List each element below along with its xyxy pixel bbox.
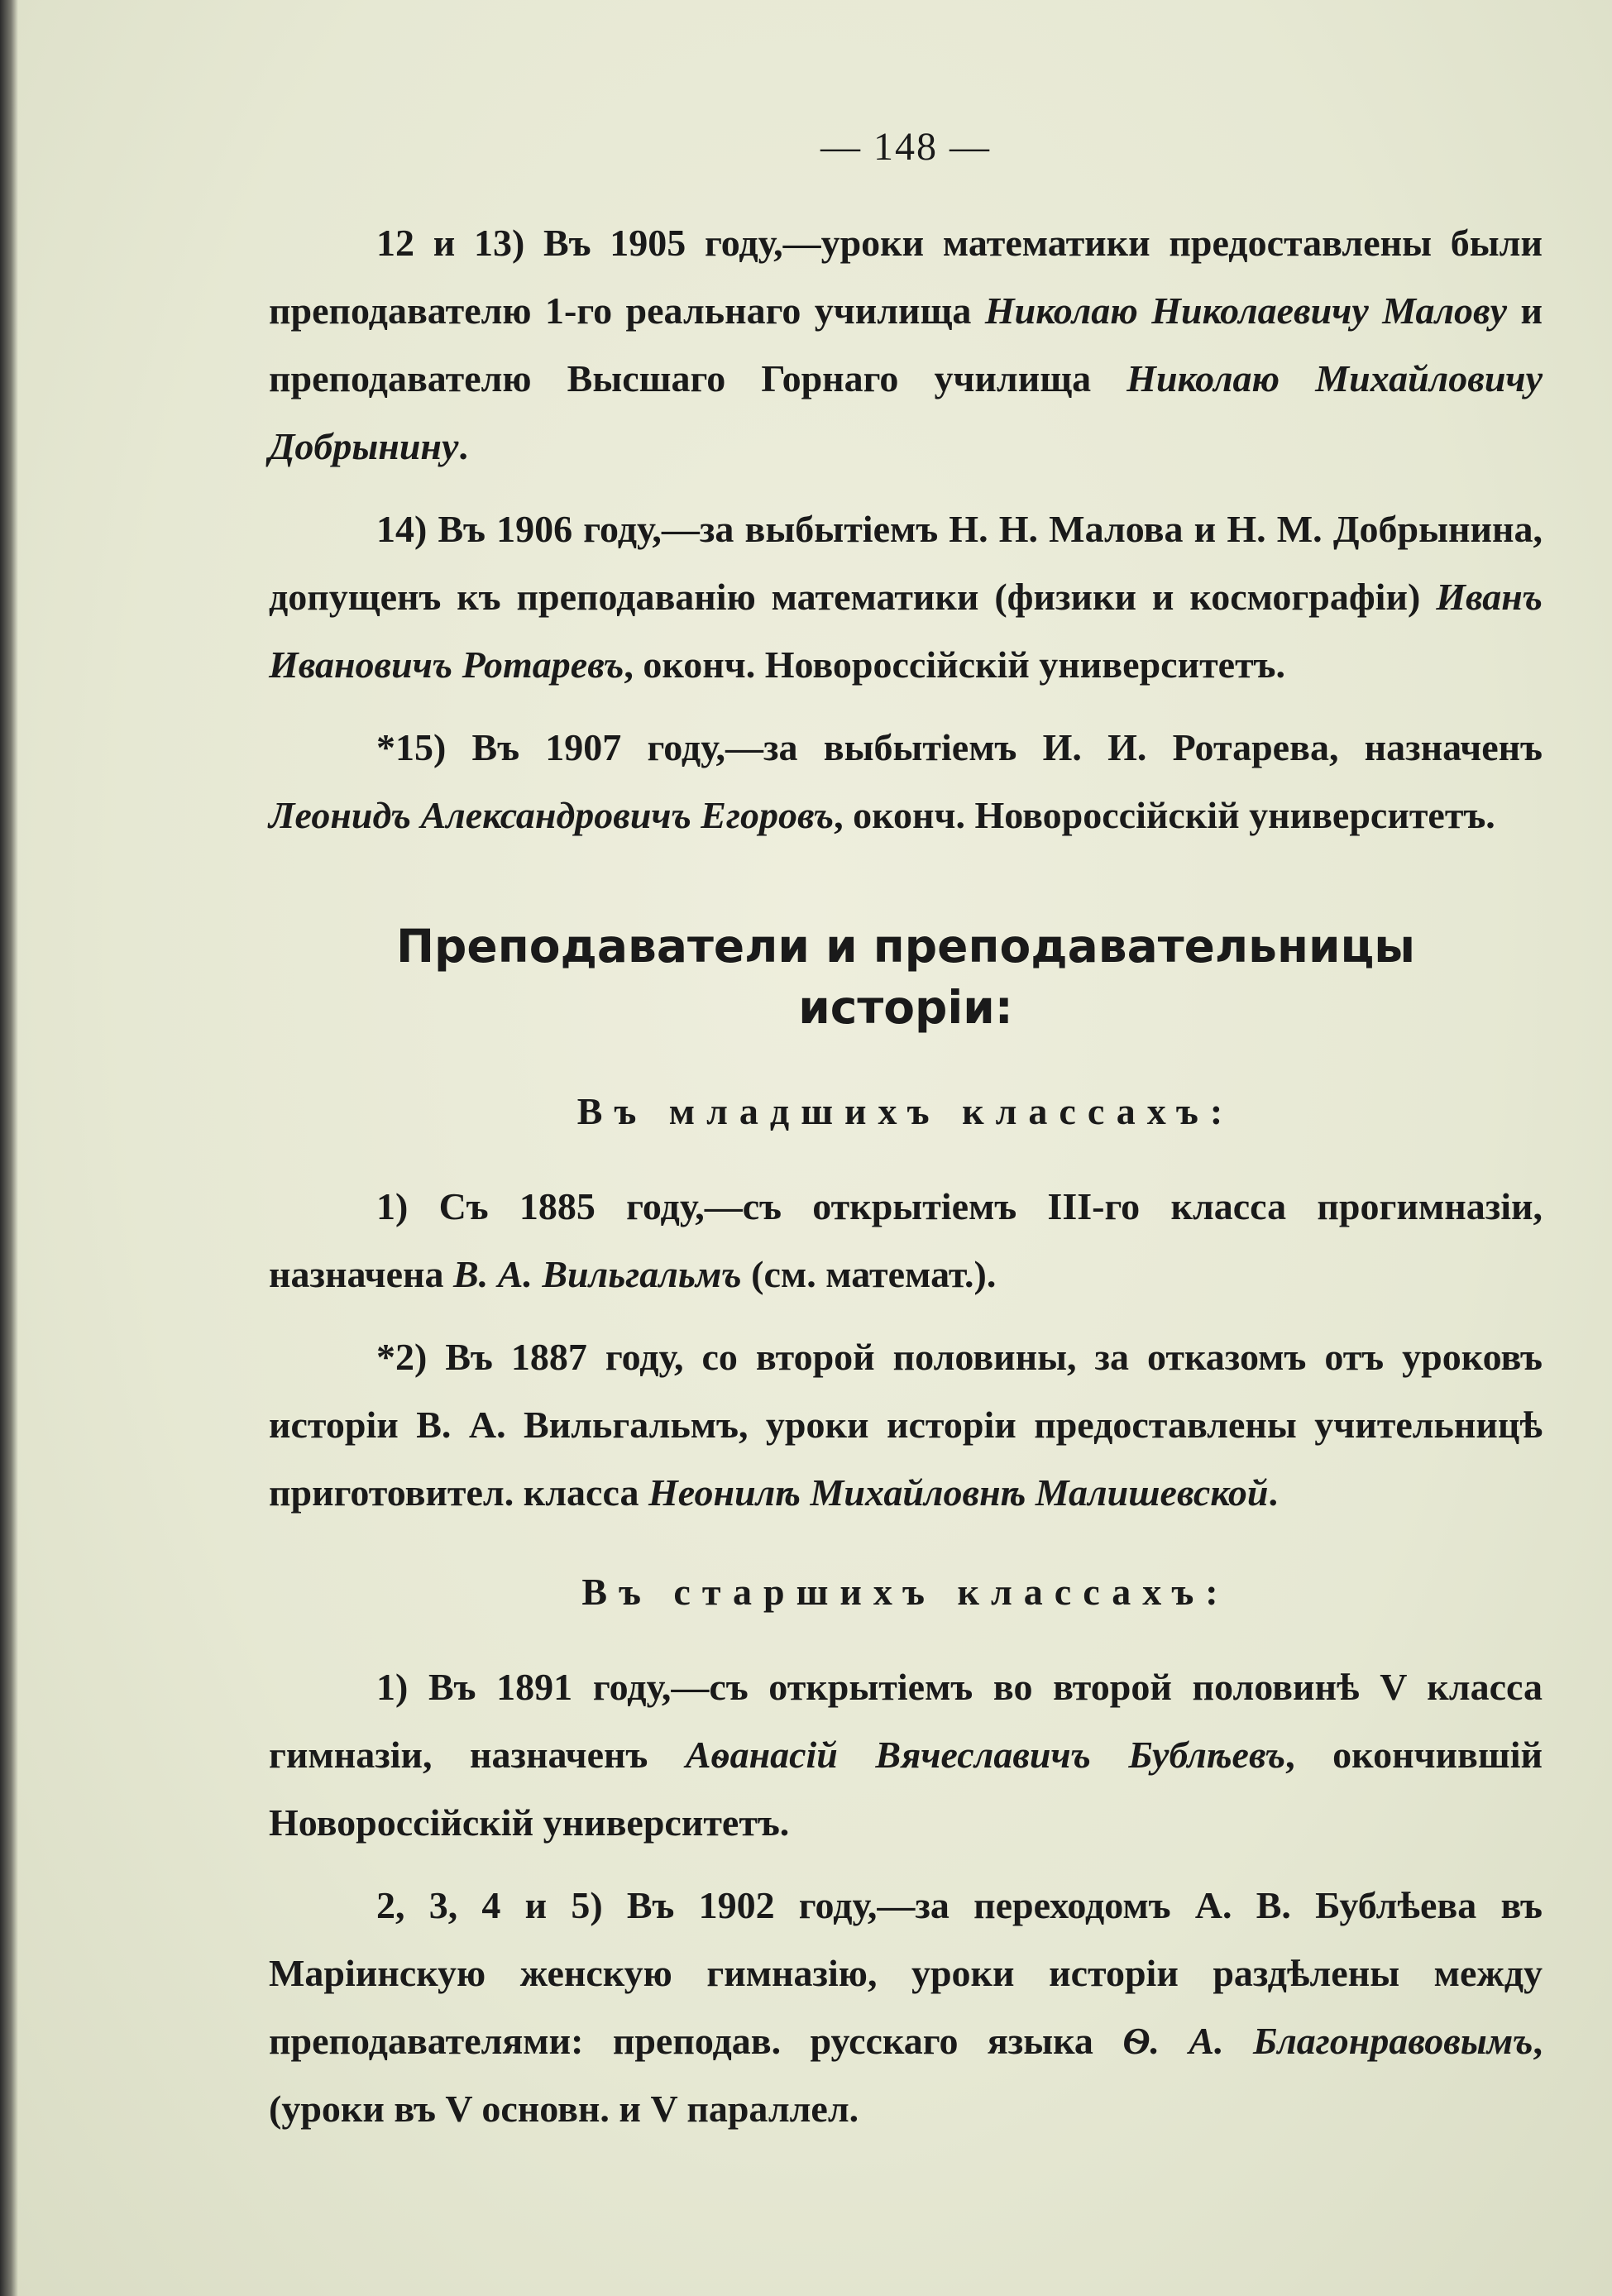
- person-name: Николаю Николаевичу Малову: [984, 289, 1508, 332]
- person-name: Аѳанасій Вячеславичъ Бублѣевъ: [685, 1734, 1286, 1776]
- person-name: Леонидъ Александровичъ Егоровъ: [269, 794, 835, 836]
- paragraph-14: 14) Въ 1906 году,—за выбытіемъ Н. Н. Малова и Н. М. Добрынина, допущенъ къ преподаванію математики (физики и космографіи) Иванъ Ивановичъ Ротаревъ, оконч. Новороссійскій университетъ.: [269, 508, 1543, 686]
- section-heading: [269, 916, 1543, 1038]
- person-name: Иванъ Ивановичъ Ротаревъ: [269, 576, 1543, 686]
- heading-line-2: исторіи:: [798, 981, 1013, 1034]
- heading-line-1: Преподаватели и преподавательницы: [396, 920, 1415, 973]
- page-binding-edge: [0, 0, 18, 2296]
- subheading-senior: Въ старшихъ классахъ:: [581, 1571, 1230, 1613]
- paragraph-junior-2: *2) Въ 1887 году, со второй половины, за отказомъ отъ уроковъ исторіи В. А. Вильгальмъ, уроки исторіи предоставлены учительницѣ приготовител. класса Неонилѣ Михайловнѣ Малишевской.: [269, 1336, 1543, 1514]
- page-number: — 148 —: [820, 125, 991, 169]
- paragraph-junior-1: 1) Съ 1885 году,—съ открытіемъ III-го класса прогимназіи, назначена В. А. Вильгальмъ (см. математ.).: [269, 1185, 1543, 1295]
- spacer: [269, 1527, 1543, 1570]
- paragraph-senior-2: 2, 3, 4 и 5) Въ 1902 году,—за переходомъ А. В. Бублѣева въ Маріинскую женскую гимназію, уроки исторіи раздѣлены между преподавателями: преподав. русскаго языка Ѳ. А. Благонравовымъ, (уроки въ V основн. и V параллел.: [269, 1884, 1543, 2130]
- person-name: В. А. Вильгальмъ: [453, 1253, 742, 1295]
- subheading-junior: Въ младшихъ классахъ:: [576, 1090, 1235, 1132]
- paragraph-12-13: 12 и 13) Въ 1905 году,—уроки математики предоставлены были преподавателю 1-го реальнаго училища Николаю Николаевичу Малову и преподавателю Высшаго Горнаго училища Николаю Михайловичу Добрынину.: [269, 222, 1543, 467]
- person-name: Неонилѣ Михайловнѣ Малишевской: [648, 1471, 1269, 1514]
- page-content: [269, 124, 1543, 2143]
- person-name: Николаю Михайловичу Добрынину: [269, 357, 1543, 467]
- paragraph-senior-1: 1) Въ 1891 году,—съ открытіемъ во второй половинѣ V класса гимназіи, назначенъ Аѳанасій Вячеславичъ Бублѣевъ, окончившій Новороссійскій университетъ.: [269, 1666, 1543, 1844]
- person-name: Ѳ. А. Благонравовымъ: [1122, 2020, 1533, 2062]
- paragraph-15: *15) Въ 1907 году,—за выбытіемъ И. И. Ротарева, назначенъ Леонидъ Александровичъ Егоровъ, оконч. Новороссійскій университетъ.: [269, 726, 1543, 836]
